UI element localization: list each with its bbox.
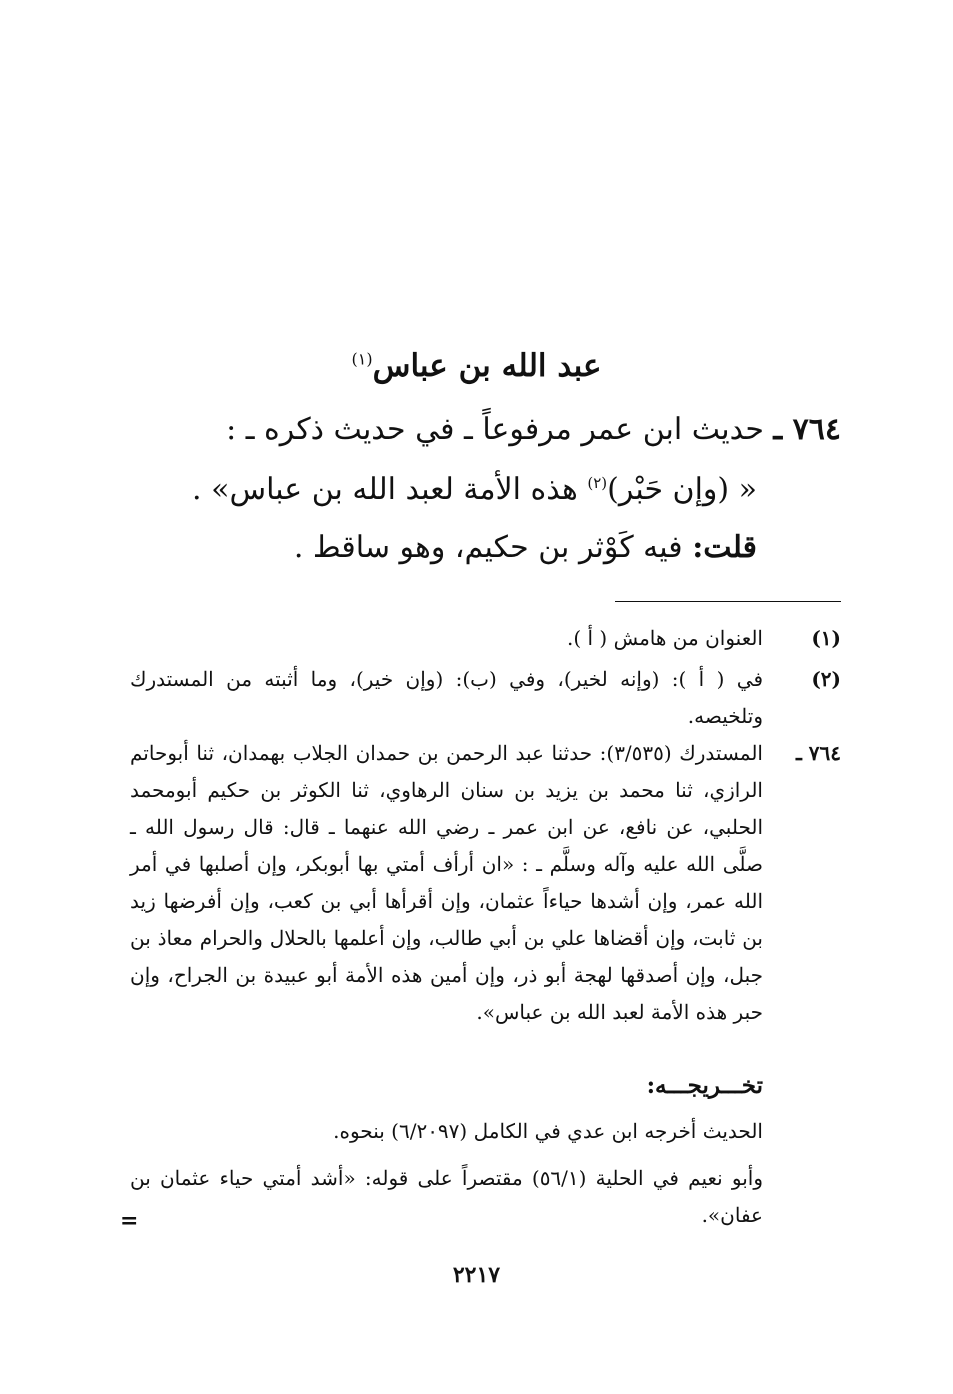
hadith-quote xyxy=(192,472,757,507)
footnote-text: العنوان من هامش ( أ ). xyxy=(566,626,763,650)
footnote-text: المستدرك (٣/٥٣٥): حدثنا عبد الرحمن بن حمدان الجلاب بهمدان، ثنا أبوحاتم الرازي، ثنا محمد بن يزيد بن سنان الرهاوي، ثنا الكوثر بن حكيم أبومحمد الحلبي، عن نافع، عن ابن عمر ـ رضي الله عنهما ـ قال: قال رسول الله ـ صلَّى الله عليه وآله وسلَّم ـ : «ان أرأف أمتي بها أبوبكر، وإن أصلبها في أمر الله عمر، وإن أشدها حياءاً عثمان، وإن أقرأها أبي بن كعب، وإن أفرضها زيد بن ثابت، وإن أقضاها علي بن أبي طالب، وإن أعلمها بالحلال والحرام معاذ بن جبل، وإن أصدقها لهجة أبو ذر، وإن أمين هذه الأمة أبو عبيدة بن الجراح، وإن حبر هذه الأمة لعبد الله بن عباس». xyxy=(130,741,764,1024)
footnote-text: في ( أ ): (وإنه لخير)، وفي (ب): (وإن خير)، وما أثبته من المستدرك وتلخيصه. xyxy=(130,667,763,728)
footnote-marker: (٢) xyxy=(811,667,841,691)
hadith-quote-end: هذه الأمة لعبد الله بن عباس» . xyxy=(192,472,588,507)
note-text: فيه كَوْثر بن حكيم، وهو ساقط . xyxy=(293,530,693,565)
title-text: عبد الله بن عباس xyxy=(372,348,602,384)
footnote xyxy=(130,620,841,657)
section-title xyxy=(0,348,953,384)
hadith-quote-start: « (وإن حَبْر) xyxy=(607,472,757,507)
hadith-footnote-ref: (٢) xyxy=(587,474,608,492)
footnote-marker: ٧٦٤ ـ xyxy=(795,741,841,765)
takhrij-paragraph: وأبو نعيم في الحلية (٥٦/١) مقتصراً على قوله: «أشد أمتي حياء عثمان بن عفان». xyxy=(130,1166,763,1227)
note-label: قلت: xyxy=(692,530,757,565)
takhrij-paragraph: الحديث أخرجه ابن عدي في الكامل (٦/٢٠٩٧) بنحوه. xyxy=(333,1119,763,1143)
hadith-note xyxy=(294,530,757,565)
footnote-separator xyxy=(615,601,841,602)
takhrij-heading: تخـــريجـــه: xyxy=(646,1072,763,1099)
page-number: ٢٢١٧ xyxy=(452,1262,501,1288)
footnote xyxy=(130,735,841,1031)
hadith-intro: حديث ابن عمر مرفوعاً ـ في حديث ذكره ـ : xyxy=(226,412,764,447)
title-footnote-ref: (١) xyxy=(351,349,373,369)
continuation-mark: = xyxy=(120,1208,139,1234)
footnote xyxy=(130,661,841,735)
footnote-marker: (١) xyxy=(811,626,841,650)
hadith-number: ٧٦٤ ـ xyxy=(773,412,841,447)
hadith-heading xyxy=(226,412,841,447)
